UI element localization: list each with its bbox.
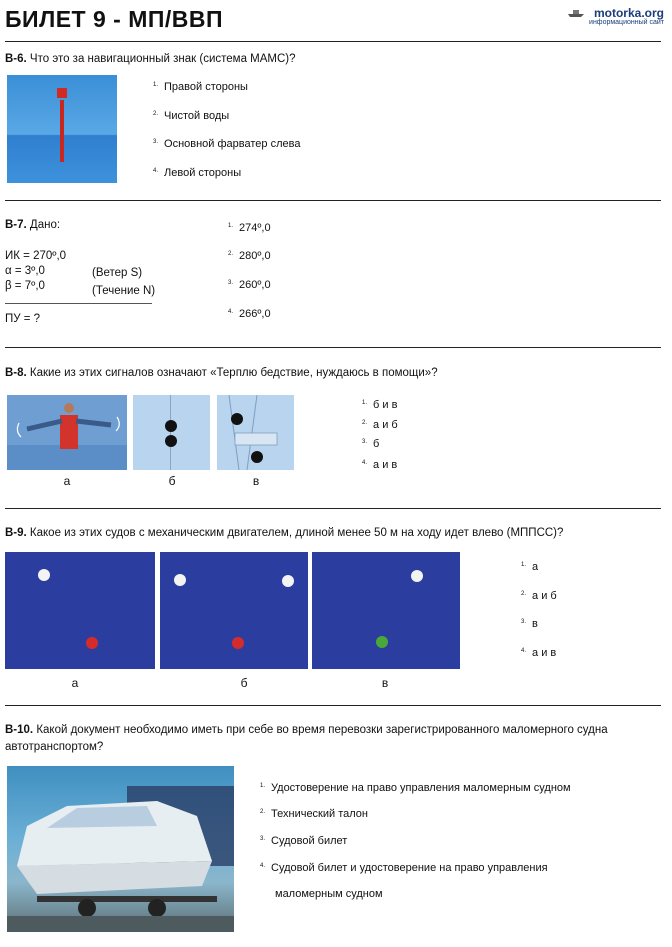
question-number: В-6. xyxy=(5,53,27,65)
caption-b: б xyxy=(240,676,248,690)
q7-option-2[interactable]: $^{2.}$ 280º,0 xyxy=(228,250,271,262)
divider xyxy=(5,303,152,304)
q9-option-4[interactable]: $^{4.}$ а и в xyxy=(521,647,557,659)
given-ik: ИК = 270º,0 xyxy=(5,250,67,262)
question-text: Какое из этих судов с механическим двигателем, длиной менее 50 м на ходу идет влево (МППСС)? xyxy=(26,527,564,539)
black-ball-top xyxy=(165,420,177,432)
q9-option-1[interactable]: $^{1.}$ а xyxy=(521,561,539,573)
q8-option-4[interactable]: $^{4.}$ а и в xyxy=(362,459,398,471)
q9-option-2[interactable]: $^{2.}$ а и б xyxy=(521,590,557,602)
site-logo[interactable] xyxy=(589,6,664,26)
lights-panel-b xyxy=(160,552,308,669)
boat-on-trailer-icon xyxy=(7,766,234,932)
person-signal-icon xyxy=(7,395,127,470)
q6-option-1[interactable]: $^{1.}$ Правой стороны xyxy=(153,81,248,93)
question-text: Какие из этих сигналов означают «Терплю бедствие, нуждаюсь в помощи»? xyxy=(26,367,438,379)
white-light xyxy=(38,569,50,581)
red-light xyxy=(86,637,98,649)
given-alpha: α = 3º,0 xyxy=(5,265,45,277)
q6-option-3[interactable]: $^{3.}$ Основной фарватер слева xyxy=(153,138,301,150)
q7-option-1[interactable]: $^{1.}$ 274º,0 xyxy=(228,222,271,234)
divider xyxy=(5,508,661,509)
caption-c: в xyxy=(381,676,389,690)
q8-option-3[interactable]: $^{3.}$ б xyxy=(362,438,380,450)
question-8 xyxy=(5,367,438,379)
signal-image-c xyxy=(217,395,294,470)
given-wind: (Ветер S) xyxy=(92,267,143,279)
q8-option-2[interactable]: $^{2.}$ а и б xyxy=(362,419,398,431)
logo-subtitle: информационный сайт xyxy=(589,19,664,26)
boat-logo-icon xyxy=(567,8,585,18)
sign-topmark xyxy=(57,88,67,98)
page-title: БИЛЕТ 9 - МП/ВВП xyxy=(5,6,224,32)
question-number: В-7. xyxy=(5,219,27,231)
q6-option-2[interactable]: $^{2.}$ Чистой воды xyxy=(153,110,230,122)
sign-image xyxy=(7,75,117,183)
given-current: (Течение N) xyxy=(92,285,156,297)
caption-c: в xyxy=(252,474,260,488)
logo-site-name: motorka.org xyxy=(593,6,664,20)
divider xyxy=(5,200,661,201)
white-light xyxy=(411,570,423,582)
q10-option-2[interactable]: $^{2.}$ Технический талон xyxy=(260,808,368,820)
lights-panel-c xyxy=(312,552,460,669)
q10-option-4-continued[interactable]: маломерным судном xyxy=(275,888,383,900)
question-10 xyxy=(5,722,635,756)
q9-option-3[interactable]: $^{3.}$ в xyxy=(521,618,538,630)
question-7 xyxy=(5,219,60,231)
divider xyxy=(5,41,661,42)
white-light xyxy=(282,575,294,587)
question-text: Что это за навигационный знак (система МАМС)? xyxy=(26,53,296,65)
caption-a: а xyxy=(71,676,79,690)
question-text: Дано: xyxy=(26,219,61,231)
signal-image-b xyxy=(133,395,210,470)
question-text: Какой документ необходимо иметь при себе во время перевозки зарегистрированного маломерного судна автотранспортом? xyxy=(5,724,608,753)
q10-option-1[interactable]: $^{1.}$ Удостоверение на право управления маломерным судном xyxy=(260,782,571,794)
green-light xyxy=(376,636,388,648)
question-number: В-10. xyxy=(5,724,34,736)
black-ball-bottom xyxy=(165,435,177,447)
q7-option-3[interactable]: $^{3.}$ 260º,0 xyxy=(228,279,271,291)
divider xyxy=(5,705,661,706)
red-light xyxy=(232,637,244,649)
divider xyxy=(5,347,661,348)
mast-line xyxy=(170,395,171,470)
q7-option-4[interactable]: $^{4.}$ 266º,0 xyxy=(228,308,271,320)
caption-a: а xyxy=(63,474,71,488)
caption-b: б xyxy=(168,474,176,488)
boat-photo xyxy=(7,766,234,932)
q10-option-4[interactable]: $^{4.}$ Судовой билет и удостоверение на право управления xyxy=(260,862,548,874)
question-number: В-8. xyxy=(5,367,27,379)
given-beta: β = 7º,0 xyxy=(5,280,45,292)
q6-option-4[interactable]: $^{4.}$ Левой стороны xyxy=(153,167,242,179)
question-6 xyxy=(5,53,296,65)
lights-panel-a xyxy=(5,552,155,669)
question-9 xyxy=(5,527,563,539)
white-light xyxy=(174,574,186,586)
sign-pole xyxy=(60,100,64,162)
q8-option-1[interactable]: $^{1.}$ б и в xyxy=(362,399,398,411)
q10-option-3[interactable]: $^{3.}$ Судовой билет xyxy=(260,835,348,847)
signal-image-a xyxy=(7,395,127,470)
question-number: В-9. xyxy=(5,527,27,539)
given-pu: ПУ = ? xyxy=(5,313,41,325)
flags-signal-icon xyxy=(217,395,294,470)
